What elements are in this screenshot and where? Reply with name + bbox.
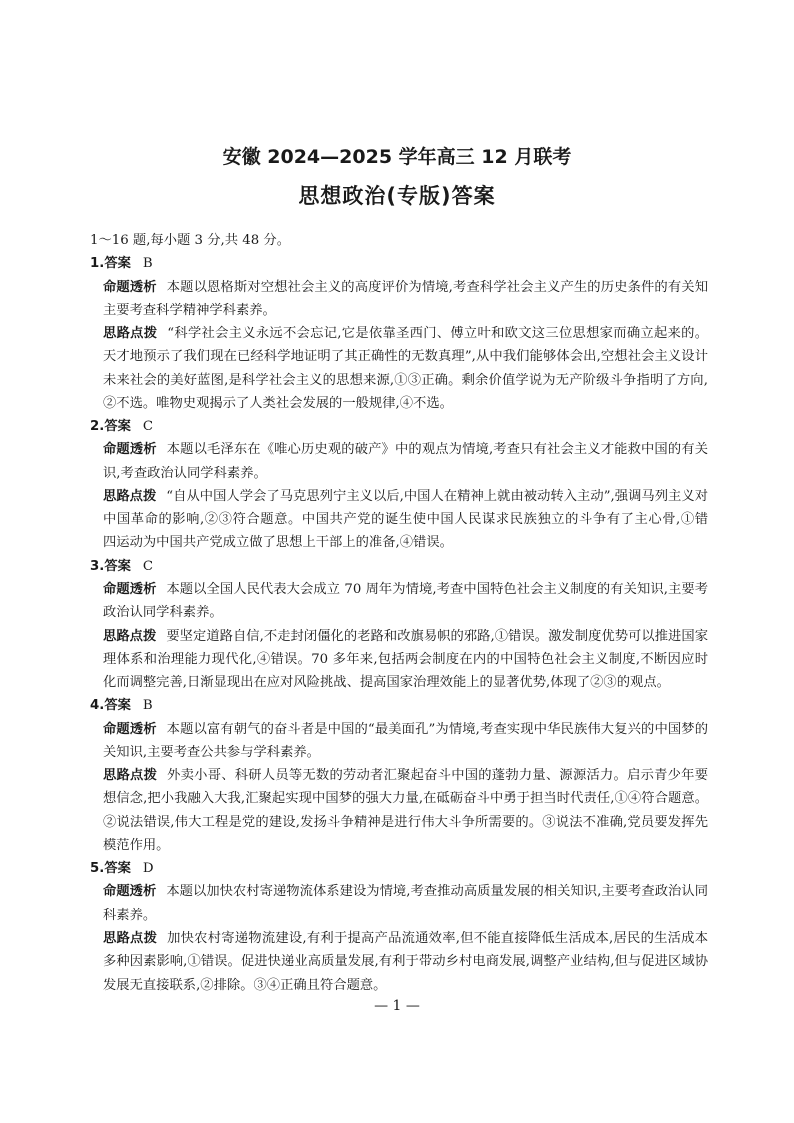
analysis-label: 命题透析: [103, 721, 157, 737]
hint-text: 中国革命的影响,②③符合题意。中国共产党的诞生使中国人民谋求民族独立的斗争有了主心骨,①错: [103, 512, 708, 528]
hint-label: 思路点拨: [103, 768, 158, 784]
analysis-text: 本题以富有朝气的奋斗者是中国的“最美面孔”为情境,考查实现中华民族伟大复兴的中国梦的: [166, 721, 708, 737]
analysis-label: 命题透析: [103, 279, 157, 295]
hint-text: 化而调整完善,日渐显现出在应对风险挑战、提高国家治理效能上的显著优势,体现了②③的观点。: [103, 675, 670, 691]
hint-line: [90, 927, 708, 950]
question-answer-line: [90, 252, 708, 275]
document-title: 安徽 2024—2025 学年高三 12 月联考: [222, 146, 572, 168]
hint-text: 未来社会的美好蓝图,是科学社会主义的思想来源,①③正确。剩余价值学说为无产阶级斗争指明了方向,: [103, 372, 708, 388]
hint-line: [90, 345, 708, 368]
analysis-text: 关知识,主要考查公共参与学科素养。: [103, 744, 320, 760]
analysis-line: [90, 578, 708, 601]
question-answer-line: [90, 555, 708, 578]
analysis-line: [90, 299, 708, 322]
question-answer-line: [90, 415, 708, 438]
hint-line: [90, 764, 708, 787]
analysis-text: 本题以恩格斯对空想社会主义的高度评价为情境,考查科学社会主义产生的历史条件的有关知: [166, 279, 708, 295]
hint-text: 发展无直接联系,②排除。③④正确且符合题意。: [103, 977, 387, 993]
analysis-line: [90, 741, 708, 764]
hint-line: [90, 974, 708, 997]
answer-label: 答案: [104, 698, 131, 714]
question-number: 4.: [90, 698, 105, 714]
hint-text: “自从中国人学会了马克思列宁主义以后,中国人在精神上就由被动转入主动”,强调马列主义对: [166, 488, 708, 504]
answer-choice: D: [142, 861, 154, 877]
hint-text: 四运动为中国共产党成立做了思想上干部上的准备,④错误。: [103, 535, 453, 551]
hint-line: [90, 950, 708, 973]
hint-line: [90, 531, 708, 554]
analysis-label: 命题透析: [103, 442, 157, 458]
hint-text: 理体系和治理能力现代化,④错误。70 多年来,包括两会制度在内的中国特色社会主义制度,不断因应时: [103, 651, 708, 667]
hint-line: [90, 811, 708, 834]
analysis-label: 命题透析: [103, 581, 157, 597]
hint-text: 天才地预示了我们现在已经科学地证明了其正确性的无数真理”,从中我们能够体会出,空想社会主义设计: [103, 349, 708, 365]
analysis-line: [90, 462, 708, 485]
analysis-label: 命题透析: [103, 884, 157, 900]
analysis-line: [90, 718, 708, 741]
hint-line: [90, 508, 708, 531]
question-number: 2.: [90, 419, 105, 435]
hint-line: [90, 625, 708, 648]
question-number: 5.: [90, 861, 105, 877]
answer-body: [90, 229, 708, 997]
hint-text: “科学社会主义永远不会忘记,它是依靠圣西门、傅立叶和欧文这三位思想家而确立起来的。: [167, 326, 708, 342]
document-subtitle: 思想政治(专版)答案: [298, 184, 496, 208]
answer-label: 答案: [104, 256, 131, 272]
question-number: 1.: [90, 256, 105, 272]
hint-text: 加快农村寄递物流建设,有利于提高产品流通效率,但不能直接降低生活成本,居民的生活成本: [167, 930, 708, 946]
analysis-text: 识,考查政治认同学科素养。: [103, 465, 267, 481]
hint-label: 思路点拨: [103, 326, 158, 342]
question-answer-line: [90, 857, 708, 880]
hint-line: [90, 787, 708, 810]
hint-text: 多种因素影响,①错误。促进快递业高质量发展,有利于带动乡村电商发展,调整产业结构,但与促进区域协: [103, 954, 708, 970]
hint-label: 思路点拨: [103, 488, 157, 504]
analysis-text: 本题以加快农村寄递物流体系建设为情境,考查推动高质量发展的相关知识,主要考查政治认同: [166, 884, 708, 900]
hint-text: ②不选。唯物史观揭示了人类社会发展的一般规律,④不选。: [103, 395, 453, 411]
answer-choice: B: [142, 698, 153, 714]
analysis-text: 本题以全国人民代表大会成立 70 周年为情境,考查中国特色社会主义制度的有关知识,主要考: [166, 581, 708, 597]
hint-label: 思路点拨: [103, 930, 158, 946]
hint-line: [90, 369, 708, 392]
hint-text: 要坚定道路自信,不走封闭僵化的老路和改旗易帜的邪路,①错误。激发制度优势可以推进国家: [166, 628, 708, 644]
analysis-line: [90, 601, 708, 624]
question-number: 3.: [90, 558, 105, 574]
analysis-line: [90, 438, 708, 461]
answer-choice: C: [142, 419, 154, 435]
answer-choice: C: [142, 558, 154, 574]
answer-label: 答案: [104, 419, 131, 435]
hint-text: 外卖小哥、科研人员等无数的劳动者汇聚起奋斗中国的蓬勃力量、源源活力。启示青少年要: [167, 768, 708, 784]
answer-choice: B: [142, 256, 153, 272]
analysis-line: [90, 276, 708, 299]
hint-text: ②说法错误,伟大工程是党的建设,发扬斗争精神是进行伟大斗争所需要的。③说法不准确,党员要发挥先: [103, 814, 708, 830]
hint-line: [90, 648, 708, 671]
hint-line: [90, 485, 708, 508]
analysis-text: 科素养。: [103, 907, 157, 923]
analysis-text: 政治认同学科素养。: [103, 605, 223, 621]
question-answer-line: [90, 694, 708, 717]
hint-label: 思路点拨: [103, 628, 157, 644]
hint-line: [90, 671, 708, 694]
answer-label: 答案: [104, 558, 131, 574]
page-number: — 1 —: [374, 998, 420, 1014]
analysis-text: 本题以毛泽东在《唯心历史观的破产》中的观点为情境,考查只有社会主义才能救中国的有关: [166, 442, 708, 458]
scoring-intro: 1～16 题,每小题 3 分,共 48 分。: [90, 233, 291, 248]
hint-line: [90, 834, 708, 857]
hint-text: 想信念,把小我融入大我,汇聚起实现中国梦的强大力量,在砥砺奋斗中勇于担当时代责任,①④符合题意。: [103, 791, 708, 807]
analysis-line: [90, 904, 708, 927]
hint-text: 模范作用。: [103, 837, 170, 853]
hint-line: [90, 322, 708, 345]
hint-line: [90, 392, 708, 415]
analysis-line: [90, 880, 708, 903]
analysis-text: 主要考查科学精神学科素养。: [103, 302, 276, 318]
answer-label: 答案: [104, 861, 131, 877]
